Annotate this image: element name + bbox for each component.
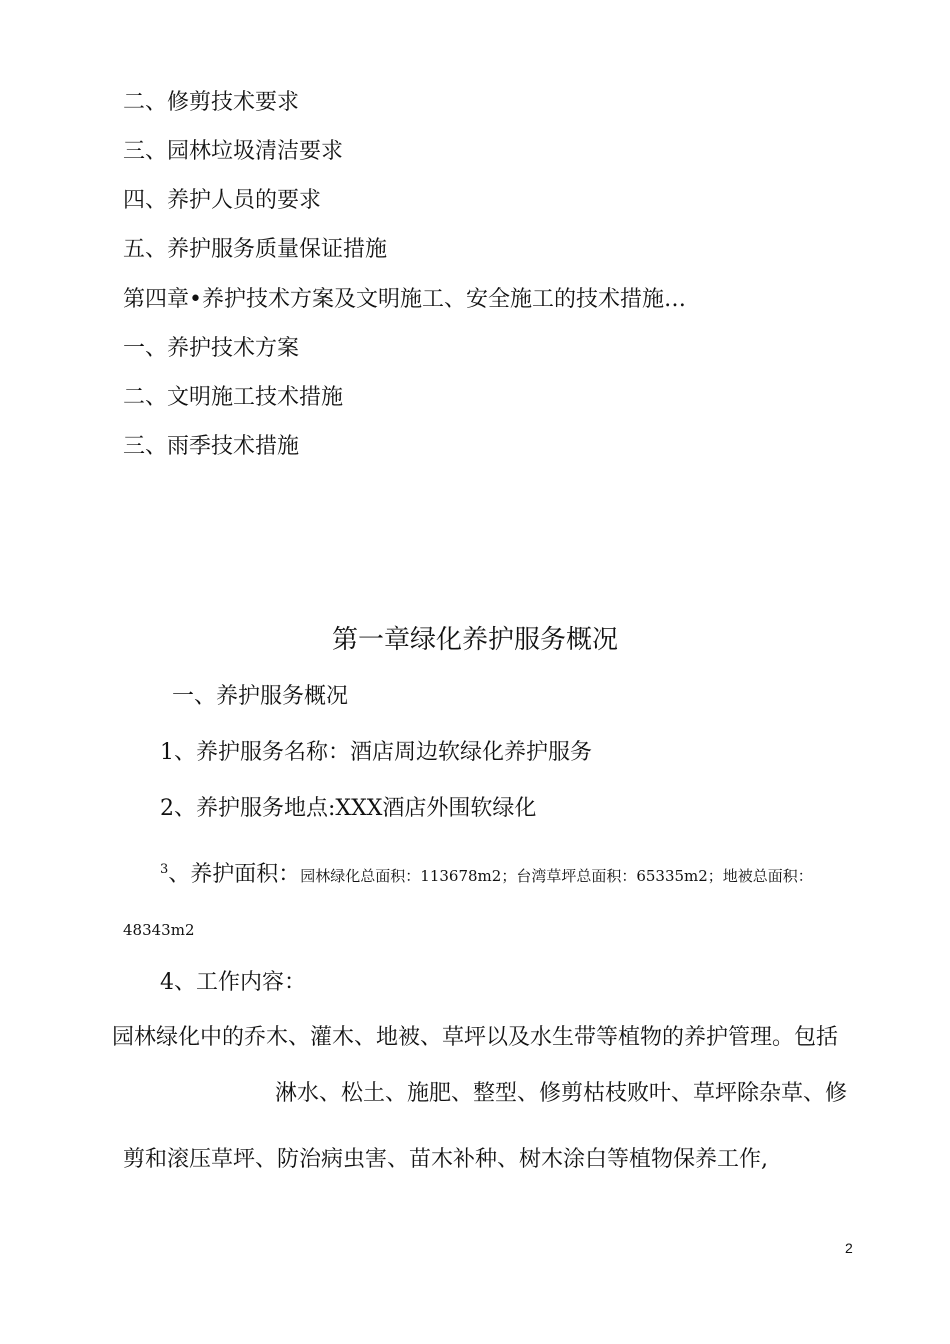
toc-item: 四、养护人员的要求 [123,188,322,213]
page-number: 2 [845,1240,853,1256]
work-content-heading: 4、工作内容： [160,970,306,995]
toc-item: 一、养护技术方案 [123,336,300,361]
area-label: 、养护面积： [168,862,301,887]
work-content-paragraph-line: 剪和滚压草坪、防治病虫害、苗木补种、树木涂白等植物保养工作, [123,1147,768,1172]
work-content-paragraph-line: 淋水、松土、施肥、整型、修剪枯枝败叶、草坪除杂草、修 [275,1081,848,1106]
section-heading: 一、养护服务概况 [172,684,349,709]
item-number: 3 [160,862,169,877]
service-area-line [160,855,813,891]
toc-item: 三、雨季技术措施 [123,434,300,459]
work-content-paragraph-line: 园林绿化中的乔木、灌木、地被、草坪以及水生带等植物的养护管理。包括 [112,1025,839,1050]
toc-item: 二、文明施工技术措施 [123,385,344,410]
toc-chapter-item: 第四章•养护技术方案及文明施工、安全施工的技术措施… [123,287,686,312]
toc-item: 三、园林垃圾清洁要求 [123,139,344,164]
service-location-line: 2、养护服务地点:XXX酒店外围软绿化 [160,796,537,821]
toc-item: 五、养护服务质量保证措施 [123,237,388,262]
area-detail: 园林绿化总面积：113678m2；台湾草坪总面积：65335m2；地被总面积： [300,867,813,885]
area-detail-continued: 48343m2 [123,921,195,939]
chapter-title: 第一章绿化养护服务概况 [331,625,618,655]
service-name-line: 1、养护服务名称：酒店周边软绿化养护服务 [160,740,592,765]
toc-item: 二、修剪技术要求 [123,90,300,115]
